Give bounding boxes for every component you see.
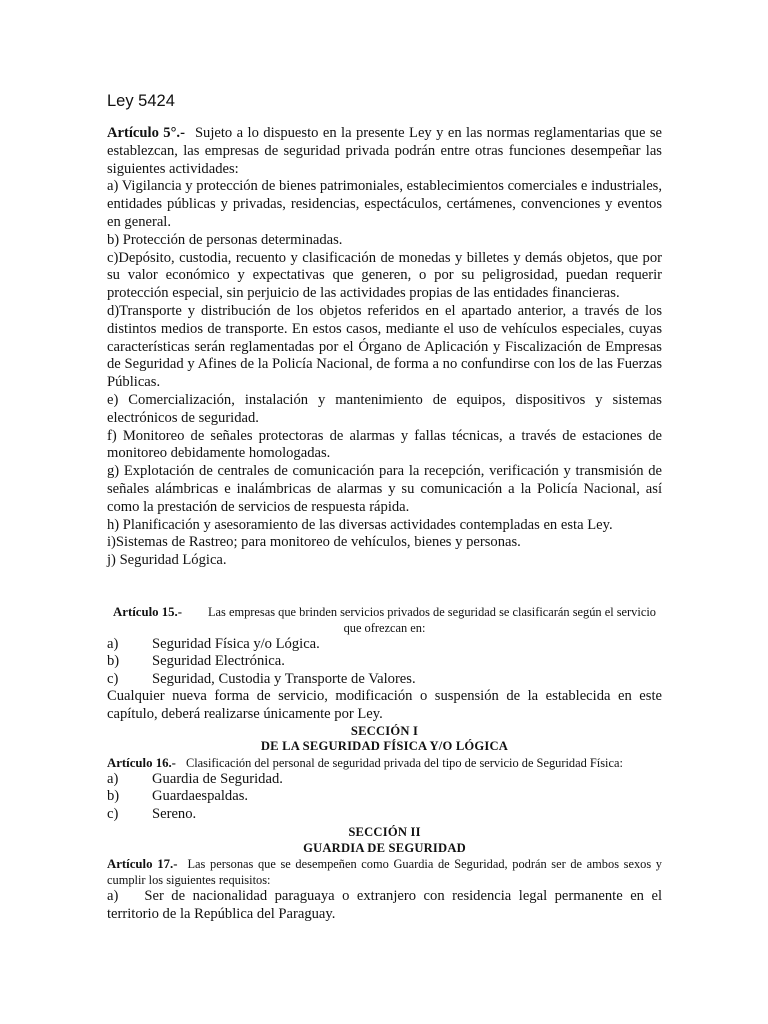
article-5: [107, 125, 662, 570]
section-2-subheading: GUARDIA DE SEGURIDAD: [303, 840, 466, 855]
article-15-label: Artículo 15.-: [113, 605, 182, 619]
article-5-item-e: e) Comercialización, instalación y mantenimiento de equipos, dispositivos y sistemas electrónicos de seguridad.: [107, 391, 662, 426]
article-15-closing: Cualquier nueva forma de servicio, modificación o suspensión de la establecida en este capítulo, deberá realizarse únicamente por Ley.: [107, 688, 662, 723]
section-1-subheading: DE LA SEGURIDAD FÍSICA Y/O LÓGICA: [260, 739, 509, 754]
article-5-intro: [107, 125, 662, 178]
article-5-item-h: h) Planificación y asesoramiento de las diversas actividades contempladas en esta Ley.: [107, 516, 613, 533]
article-15-intro: [107, 604, 662, 636]
article-5-item-c: c)Depósito, custodia, recuento y clasificación de monedas y billetes y demás objetos, que por su valor económico y expectativas que generen, o por su peligrosidad, puedan requerir protección especial, sin perjuicio de las actividades propias de las entidades financieras.: [107, 249, 662, 302]
article-5-intro-text: Sujeto a lo dispuesto en la presente Ley y en las normas reglamentarias que se establezcan, las empresas de seguridad privada podrán entre otras funciones desempeñar las siguientes actividades:: [107, 125, 662, 177]
article-17-item-a: a) Ser de nacionalidad paraguaya o extranjero con residencia legal permanente en el territorio de la República del Paraguay.: [107, 888, 662, 922]
list-item: a) Guardia de Seguridad.: [107, 770, 283, 787]
article-16-intro: [107, 755, 662, 771]
article-5-item-j: j) Seguridad Lógica.: [107, 552, 227, 569]
list-item: a) Seguridad Física y/o Lógica.: [107, 636, 320, 652]
section-1-heading: SECCIÓN I: [350, 723, 419, 738]
article-5-item-g: g) Explotación de centrales de comunicación para la recepción, verificación y transmisión de señales alámbricas e inalámbricas de alarmas y su comunicación a la Policía Nacional, así como la prestación de servicios de respuesta rápida.: [107, 463, 662, 515]
list-item: c) Sereno.: [107, 805, 197, 822]
list-item: b) Guardaespaldas.: [107, 788, 249, 805]
article-17-intro: [107, 856, 662, 888]
list-item: c) Seguridad, Custodia y Transporte de Valores.: [107, 670, 416, 687]
article-5-label: Artículo 5°.-: [107, 125, 185, 141]
article-16-label: Artículo 16.-: [107, 755, 176, 770]
list-item: b) Seguridad Electrónica.: [107, 653, 285, 670]
article-15-intro-text: Las empresas que brinden servicios privados de seguridad se clasificarán según el servicio que ofrezcan en:: [207, 605, 656, 635]
document-title: Ley 5424: [107, 92, 175, 110]
article-5-item-a: a) Vigilancia y protección de bienes patrimoniales, establecimientos comerciales e industriales, entidades públicas y privadas, residencias, espectáculos, certámenes, convenciones y eventos en general.: [107, 178, 662, 230]
articles-15-17: [107, 604, 662, 924]
article-17-label: Artículo 17.-: [107, 857, 178, 872]
section-2-heading: SECCIÓN II: [348, 825, 421, 840]
article-5-item-i: i)Sistemas de Rastreo; para monitoreo de vehículos, bienes y personas.: [107, 534, 521, 551]
article-5-item-d: d)Transporte y distribución de los objetos referidos en el apartado anterior, a través de los distintos medios de transporte. En estos casos, mediante el uso de vehículos especiales, cuyas características serán reglamentadas por el Órgano de Aplicación y Fiscalización de Empresas de Seguridad y Afines de la Policía Nacional, de forma a no confundirse con los de las Fuerzas Públicas.: [107, 302, 662, 391]
article-16-intro-text: Clasificación del personal de seguridad privada del tipo de servicio de Seguridad Física:: [185, 755, 623, 770]
article-5-item-b: b) Protección de personas determinadas.: [107, 231, 343, 248]
article-5-item-f: f) Monitoreo de señales protectoras de alarmas y fallas técnicas, a través de estaciones de monitoreo debidamente homologadas.: [107, 427, 662, 462]
article-17-intro-text: Las personas que se desempeñen como Guardia de Seguridad, podrán ser de ambos sexos y cumplir los siguientes requisitos:: [107, 857, 662, 888]
